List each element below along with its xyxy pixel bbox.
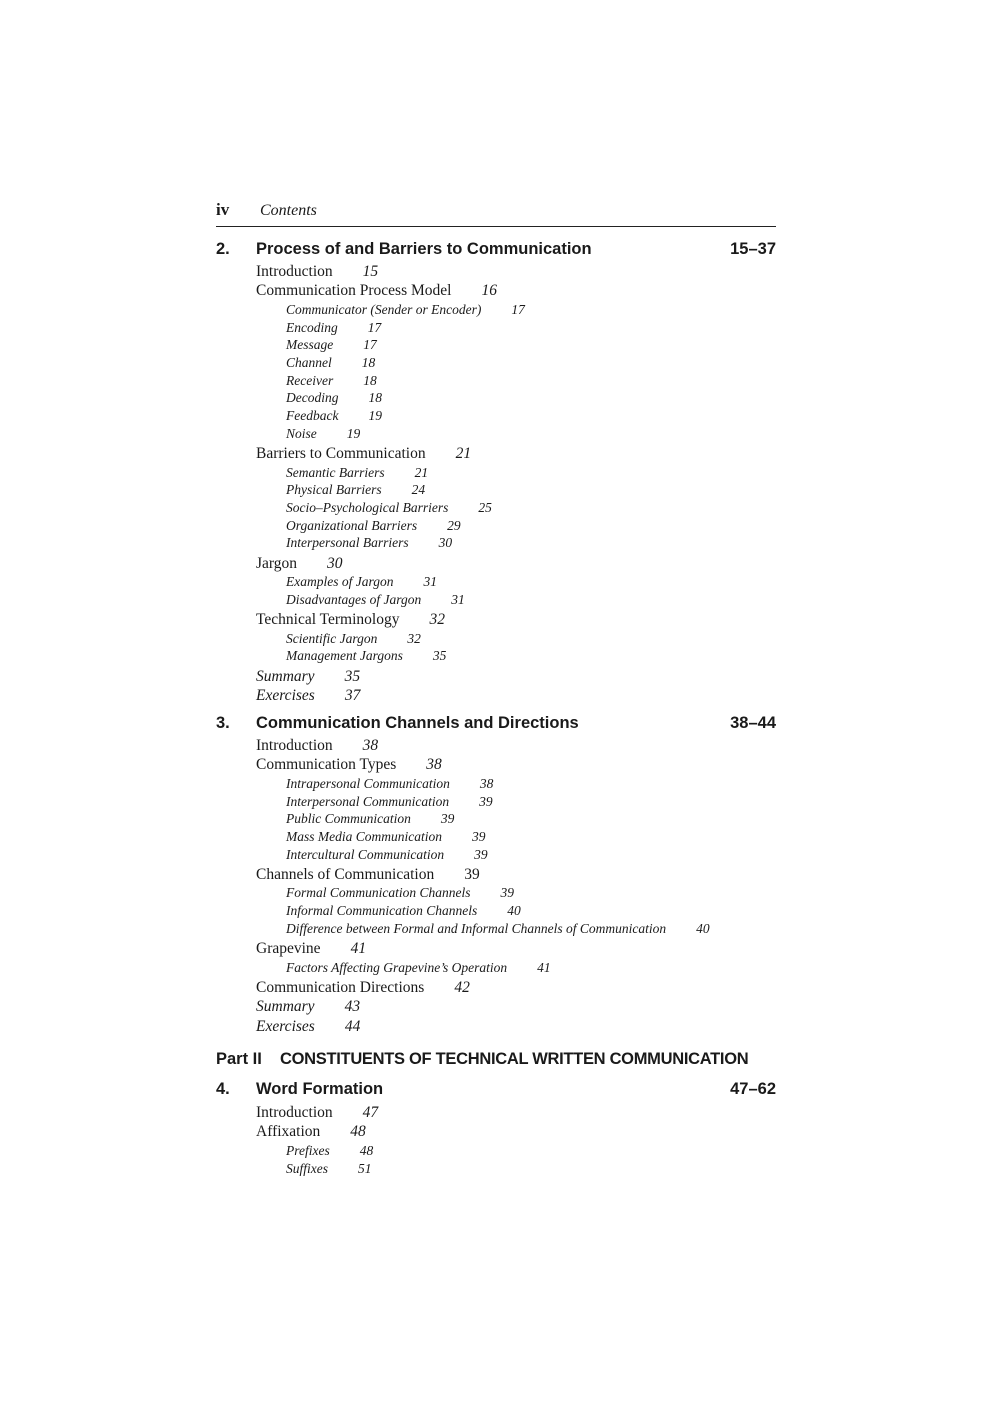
entry-title: Communicator (Sender or Encoder) xyxy=(286,301,482,317)
toc-subentry xyxy=(286,426,360,442)
entry-title: Physical Barriers xyxy=(286,482,382,498)
entry-page-number: 17 xyxy=(363,337,377,353)
entry-page-number: 15 xyxy=(362,263,379,280)
entry-page-number: 29 xyxy=(447,517,461,533)
entry-title: Communication Directions xyxy=(256,979,425,996)
entry-title: Examples of Jargon xyxy=(286,574,394,590)
entry-page-number: 37 xyxy=(344,687,361,705)
entry-title: Public Communication xyxy=(286,811,411,827)
entry-title: Affixation xyxy=(256,1123,321,1141)
entry-title: Message xyxy=(286,337,334,353)
entry-title: Communication Types xyxy=(256,756,397,774)
entry-title: Summary xyxy=(256,998,315,1016)
running-title: Contents xyxy=(260,202,317,219)
entry-page-number: 35 xyxy=(432,648,447,664)
entry-page-number: 18 xyxy=(368,390,382,406)
entry-page-number: 41 xyxy=(350,940,367,958)
chapter-title: Word Formation xyxy=(256,1080,384,1098)
entry-title: Intercultural Communication xyxy=(286,846,445,862)
chapter-number: 4. xyxy=(216,1080,230,1098)
toc-subentry xyxy=(286,390,382,406)
chapter-page-range: 15–37 xyxy=(730,240,776,258)
entry-title: Introduction xyxy=(256,737,333,754)
toc-entry xyxy=(256,1104,378,1122)
entry-title: Interpersonal Barriers xyxy=(286,535,409,551)
toc-subentry xyxy=(286,903,521,919)
entry-title: Difference between Formal and Informal Channels of Communication xyxy=(286,920,667,936)
chapter-page-range: 47–62 xyxy=(730,1080,776,1098)
entry-page-number: 30 xyxy=(438,535,453,551)
toc-entry xyxy=(256,611,445,629)
entry-page-number: 17 xyxy=(511,301,525,317)
running-header xyxy=(216,200,776,227)
entry-title: Decoding xyxy=(286,390,339,406)
chapter-page-range: 38–44 xyxy=(730,714,776,732)
entry-title: Channel xyxy=(286,354,332,370)
entry-title: Exercises xyxy=(256,1017,315,1035)
toc-entry xyxy=(256,1018,360,1036)
toc-subentry xyxy=(286,302,525,318)
toc-entry xyxy=(256,263,378,281)
entry-title: Prefixes xyxy=(286,1142,330,1158)
chapter-title: Communication Channels and Directions xyxy=(256,714,579,732)
toc-entry xyxy=(256,445,471,463)
toc-subentry xyxy=(286,465,428,481)
toc-subentry xyxy=(286,373,377,389)
toc-subentry xyxy=(286,518,461,534)
entry-page-number: 39 xyxy=(479,793,493,809)
entry-page-number: 31 xyxy=(451,591,465,607)
entry-title: Introduction xyxy=(256,1104,333,1121)
entry-page-number: 38 xyxy=(426,756,442,774)
entry-page-number: 48 xyxy=(359,1142,374,1158)
toc-subentry xyxy=(286,355,375,371)
toc-subentry xyxy=(286,648,446,664)
entry-page-number: 18 xyxy=(361,354,376,370)
chapter-number: 2. xyxy=(216,240,230,258)
entry-title: Disadvantages of Jargon xyxy=(286,591,422,607)
toc-subentry xyxy=(286,500,492,516)
entry-page-number: 51 xyxy=(358,1160,372,1176)
toc-entry xyxy=(256,756,442,774)
toc-entry xyxy=(256,979,470,997)
chapter-heading xyxy=(216,1080,776,1102)
toc-subentry xyxy=(286,776,493,792)
entry-title: Intrapersonal Communication xyxy=(286,775,450,791)
toc-subentry xyxy=(286,482,425,498)
entry-page-number: 43 xyxy=(344,998,361,1016)
toc-subentry xyxy=(286,811,454,827)
entry-page-number: 17 xyxy=(367,319,382,335)
entry-page-number: 16 xyxy=(481,282,497,300)
entry-page-number: 32 xyxy=(429,611,445,629)
entry-page-number: 39 xyxy=(472,828,486,844)
entry-page-number: 18 xyxy=(363,372,377,388)
entry-page-number: 39 xyxy=(440,811,455,827)
entry-title: Channels of Communication xyxy=(256,866,435,883)
entry-page-number: 39 xyxy=(474,846,488,862)
entry-page-number: 21 xyxy=(455,445,472,463)
chapter-title: Process of and Barriers to Communication xyxy=(256,240,592,258)
entry-page-number: 44 xyxy=(344,1017,361,1035)
entry-page-number: 21 xyxy=(414,464,429,480)
toc-entry xyxy=(256,555,343,573)
entry-title: Introduction xyxy=(256,263,333,280)
entry-title: Jargon xyxy=(256,554,298,572)
entry-title: Technical Terminology xyxy=(256,611,400,629)
entry-page-number: 39 xyxy=(500,885,514,901)
entry-title: Feedback xyxy=(286,408,339,423)
toc-subentry xyxy=(286,885,514,901)
chapter-heading xyxy=(216,240,776,262)
toc-subentry xyxy=(286,847,488,863)
entry-title: Communication Process Model xyxy=(256,282,452,300)
entry-page-number: 39 xyxy=(464,866,480,883)
entry-title: Semantic Barriers xyxy=(286,464,385,480)
entry-page-number: 35 xyxy=(344,667,361,685)
entry-title: Socio–Psychological Barriers xyxy=(286,499,449,515)
toc-subentry xyxy=(286,829,486,845)
entry-title: Exercises xyxy=(256,687,315,705)
toc-subentry xyxy=(286,921,710,937)
toc-subentry xyxy=(286,1161,372,1177)
entry-page-number: 42 xyxy=(454,979,470,996)
chapter-number: 3. xyxy=(216,714,230,732)
toc-subentry xyxy=(286,574,437,590)
entry-page-number: 25 xyxy=(478,499,492,515)
entry-title: Interpersonal Communication xyxy=(286,793,450,809)
entry-title: Scientific Jargon xyxy=(286,630,378,646)
entry-page-number: 47 xyxy=(362,1104,379,1121)
entry-page-number: 41 xyxy=(537,959,551,975)
entry-page-number: 19 xyxy=(368,408,382,423)
entry-title: Factors Affecting Grapevine’s Operation xyxy=(286,959,508,975)
toc-subentry xyxy=(286,631,421,647)
part-label: Part II xyxy=(216,1050,262,1068)
entry-title: Noise xyxy=(286,425,317,441)
chapter-heading xyxy=(216,714,776,736)
entry-page-number: 30 xyxy=(327,554,343,572)
toc-entry xyxy=(256,668,360,686)
entry-title: Mass Media Communication xyxy=(286,828,442,844)
entry-title: Encoding xyxy=(286,319,338,335)
entry-title: Informal Communication Channels xyxy=(286,903,478,919)
entry-page-number: 32 xyxy=(407,630,421,646)
entry-page-number: 31 xyxy=(423,574,437,590)
entry-page-number: 40 xyxy=(507,903,521,919)
toc-subentry xyxy=(286,408,382,424)
entry-page-number: 40 xyxy=(696,920,710,936)
entry-page-number: 38 xyxy=(479,775,494,791)
entry-title: Summary xyxy=(256,667,315,685)
toc-entry xyxy=(256,866,480,884)
toc-subentry xyxy=(286,320,381,336)
toc-subentry xyxy=(286,960,551,976)
part-title: CONSTITUENTS OF TECHNICAL WRITTEN COMMUNICATION xyxy=(280,1050,749,1068)
entry-title: Organizational Barriers xyxy=(286,517,418,533)
entry-title: Management Jargons xyxy=(286,648,403,664)
toc-entry xyxy=(256,998,360,1016)
page-number: iv xyxy=(216,200,230,219)
toc-entry xyxy=(256,687,360,705)
toc-entry xyxy=(256,737,378,755)
entry-page-number: 48 xyxy=(350,1123,366,1141)
toc-entry xyxy=(256,1123,366,1141)
entry-page-number: 19 xyxy=(346,425,361,441)
toc-entry xyxy=(256,282,497,300)
entry-title: Formal Communication Channels xyxy=(286,885,471,901)
entry-title: Receiver xyxy=(286,372,334,388)
entry-page-number: 38 xyxy=(362,737,379,754)
entry-title: Barriers to Communication xyxy=(256,445,426,463)
toc-subentry xyxy=(286,794,493,810)
part-heading xyxy=(216,1050,776,1072)
toc-subentry xyxy=(286,592,465,608)
entry-title: Grapevine xyxy=(256,940,321,958)
toc-entry xyxy=(256,940,366,958)
toc-subentry xyxy=(286,337,377,353)
toc-subentry xyxy=(286,535,452,551)
toc-subentry xyxy=(286,1143,373,1159)
entry-page-number: 24 xyxy=(411,482,426,498)
entry-title: Suffixes xyxy=(286,1160,328,1176)
